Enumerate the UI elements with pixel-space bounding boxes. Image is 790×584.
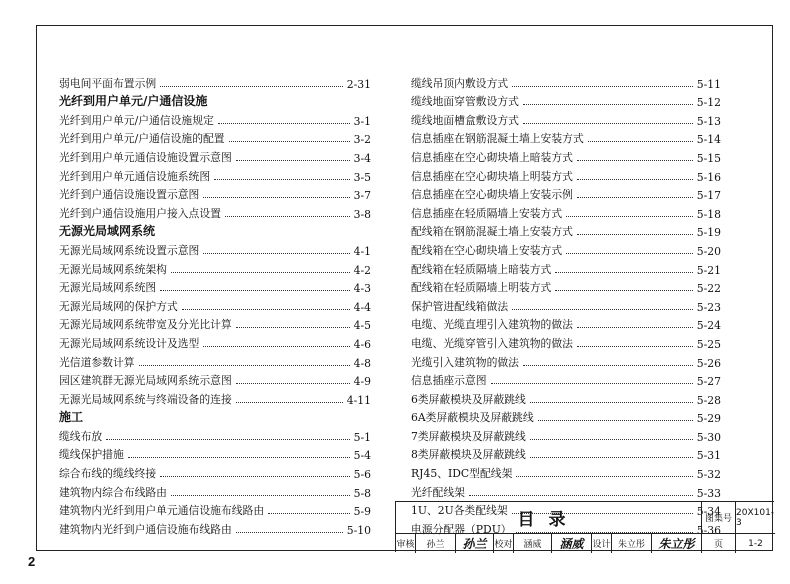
toc-entry-title: 信息插座在轻质隔墙上安装方式	[411, 206, 563, 220]
dot-leader	[523, 123, 693, 124]
toc-entry-page: 5-22	[696, 282, 721, 296]
check-name: 涵威	[514, 534, 552, 553]
toc-entry[interactable]	[59, 500, 371, 519]
toc-entry-page: 5-19	[696, 226, 721, 240]
dot-leader	[229, 141, 350, 142]
toc-entry-title: 6类屏蔽模块及屏蔽跳线	[411, 392, 526, 406]
dot-leader	[160, 290, 349, 291]
toc-entry[interactable]	[59, 239, 371, 258]
atlas-number: 20X101-3	[736, 502, 775, 534]
toc-entry[interactable]	[411, 407, 721, 426]
dot-leader	[203, 253, 349, 254]
title-block-page-number: 1-2	[748, 538, 763, 549]
toc-entry[interactable]	[59, 351, 371, 370]
toc-entry-page: 5-30	[696, 430, 721, 444]
toc-entry[interactable]	[411, 239, 721, 258]
toc-entry[interactable]	[59, 444, 371, 463]
toc-entry-page: 5-6	[353, 468, 371, 482]
toc-entry[interactable]	[411, 351, 721, 370]
toc-entry-page: 5-17	[696, 189, 721, 203]
dot-leader	[160, 86, 343, 87]
title-block	[395, 501, 774, 552]
atlas-number-label: 图集号	[702, 502, 736, 534]
toc-entry-page: 5-23	[696, 300, 721, 314]
drawing-frame	[36, 25, 773, 551]
toc-entry[interactable]	[59, 481, 371, 500]
toc-entry-title: 建筑物内综合布线路由	[59, 485, 167, 499]
toc-entry[interactable]	[411, 165, 721, 184]
dot-leader	[139, 365, 350, 366]
toc-entry-title: 信息插座在钢筋混凝土墙上安装方式	[411, 132, 584, 146]
toc-entry[interactable]	[411, 146, 721, 165]
toc-left-column	[59, 72, 371, 537]
toc-entry[interactable]	[59, 370, 371, 389]
toc-entry-title: 光纤到用户单元通信设施系统图	[59, 169, 211, 183]
toc-entry-page: 5-18	[696, 207, 721, 221]
toc-entry-page: 5-34	[696, 505, 721, 519]
title-block-title: 目录	[396, 502, 702, 534]
dot-leader	[203, 346, 349, 347]
toc-entry-title: 缆线地面穿管敷设方式	[411, 95, 519, 109]
toc-entry-title: 缆线保护措施	[59, 448, 124, 462]
design-name: 朱立彤	[612, 534, 652, 553]
toc-entry-title: 无源光局域网系统图	[59, 281, 157, 295]
toc-entry[interactable]	[411, 481, 721, 500]
dot-leader	[555, 290, 692, 291]
toc-entry-page: 4-9	[353, 375, 371, 389]
toc-entry-page: 3-7	[353, 189, 371, 203]
dot-leader	[236, 327, 350, 328]
toc-entry-title: 无源光局域网系统与终端设备的连接	[59, 392, 232, 406]
dot-leader	[218, 123, 350, 124]
toc-entry-page: 5-28	[696, 393, 721, 407]
section-heading: 施工	[59, 410, 84, 425]
toc-entry-title: RJ45、IDC型配线架	[411, 467, 513, 481]
dot-leader	[214, 179, 349, 180]
toc-entry[interactable]	[411, 72, 721, 91]
toc-entry-title: 无源光局域网系统设置示意图	[59, 243, 200, 257]
toc-entry[interactable]	[411, 444, 721, 463]
review-signature: 孙兰	[456, 534, 494, 553]
toc-entry-title: 7类屏蔽模块及屏蔽跳线	[411, 429, 526, 443]
toc-entry-title: 配线箱在轻质隔墙上暗装方式	[411, 262, 552, 276]
toc-entry-page: 5-10	[346, 523, 371, 537]
toc-entry-title: 无源光局域网的保护方式	[59, 299, 178, 313]
check-signature: 涵威	[552, 534, 592, 553]
toc-entry-title: 缆线吊顶内敷设方式	[411, 76, 509, 90]
toc-entry[interactable]	[411, 462, 721, 481]
design-signature: 朱立彤	[652, 534, 702, 553]
toc-entry-title: 6A类屏蔽模块及屏蔽跳线	[411, 411, 534, 425]
toc-entry[interactable]	[411, 388, 721, 407]
toc-entry-page: 4-5	[353, 319, 371, 333]
toc-entry-page: 5-15	[696, 151, 721, 165]
toc-entry-title: 光纤到用户单元/户通信设施的配置	[59, 132, 225, 146]
toc-entry-title: 光纤到用户单元/户通信设施规定	[59, 113, 214, 127]
toc-entry-title: 信息插座示意图	[411, 374, 487, 388]
dot-leader	[530, 439, 693, 440]
toc-entry[interactable]	[411, 184, 721, 203]
toc-entry[interactable]	[411, 221, 721, 240]
toc-entry-page: 3-5	[353, 170, 371, 184]
toc-entry-title: 1U、2U各类配线架	[411, 504, 508, 518]
toc-entry-page: 4-4	[353, 300, 371, 314]
toc-entry-title: 光纤到户通信设施用户接入点设置	[59, 206, 221, 220]
dot-leader	[171, 495, 350, 496]
dot-leader	[128, 457, 350, 458]
dot-leader	[538, 420, 693, 421]
toc-entry-page: 5-36	[696, 523, 721, 537]
dot-leader	[236, 402, 343, 403]
toc-entry-title: 电源分配器（PDU）	[411, 522, 512, 536]
toc-entry-title: 建筑物内光纤到用户单元通信设施布线路由	[59, 504, 265, 518]
toc-entry[interactable]	[411, 425, 721, 444]
toc-entry-title: 保护管进配线箱做法	[411, 299, 509, 313]
toc-entry[interactable]	[411, 277, 721, 296]
review-name: 孙兰	[416, 534, 456, 553]
section-heading: 光纤到用户单元/户通信设施	[59, 94, 208, 109]
toc-entry[interactable]	[59, 462, 371, 481]
dot-leader	[512, 86, 693, 87]
toc-entry[interactable]	[59, 258, 371, 277]
dot-leader	[555, 272, 692, 273]
dot-leader	[225, 216, 350, 217]
toc-entry[interactable]	[411, 91, 721, 110]
toc-entry-page: 2-31	[346, 77, 371, 91]
toc-entry[interactable]	[411, 202, 721, 221]
toc-entry-title: 光缆引入建筑物的做法	[411, 355, 519, 369]
toc-entry-title: 无源光局域网系统带宽及分光比计算	[59, 318, 232, 332]
toc-entry-page: 5-24	[696, 319, 721, 333]
section-heading: 无源光局域网系统	[59, 224, 156, 239]
toc-entry-title: 综合布线的缆线终接	[59, 467, 157, 481]
toc-entry-title: 配线箱在钢筋混凝土墙上安装方式	[411, 225, 573, 239]
dot-leader	[236, 532, 343, 533]
toc-right-column	[411, 72, 721, 537]
review-label: 审核	[396, 534, 416, 553]
dot-leader	[577, 346, 693, 347]
dot-leader	[491, 383, 693, 384]
toc-entry[interactable]	[59, 202, 371, 221]
dot-leader	[236, 383, 350, 384]
toc-entry-title: 8类屏蔽模块及屏蔽跳线	[411, 448, 526, 462]
toc-entry-page: 4-6	[353, 337, 371, 351]
toc-entry-title: 缆线地面槽盒敷设方式	[411, 113, 519, 127]
page-label: 页	[702, 534, 736, 553]
toc-entry-title: 光纤到用户单元通信设施设置示意图	[59, 150, 232, 164]
toc-entry-page: 5-21	[696, 263, 721, 277]
toc-entry-page: 3-2	[353, 133, 371, 147]
dot-leader	[523, 365, 693, 366]
dot-leader	[566, 216, 693, 217]
toc-entry-page: 5-14	[696, 133, 721, 147]
toc-entry[interactable]	[59, 109, 371, 128]
toc-entry[interactable]	[411, 258, 721, 277]
toc-entry-title: 信息插座在空心砌块墙上明装方式	[411, 169, 573, 183]
toc-entry-page: 5-29	[696, 412, 721, 426]
toc-entry-page: 5-25	[696, 337, 721, 351]
toc-entry[interactable]	[59, 314, 371, 333]
toc-entry-page: 5-8	[353, 486, 371, 500]
toc-entry[interactable]	[59, 72, 371, 91]
toc-entry-title: 电缆、光缆直埋引入建筑物的做法	[411, 318, 573, 332]
toc-entry-title: 配线箱在空心砌块墙上安装方式	[411, 243, 563, 257]
dot-leader	[236, 160, 350, 161]
toc-entry-page: 5-9	[353, 505, 371, 519]
dot-leader	[512, 309, 693, 310]
check-label: 校对	[494, 534, 514, 553]
dot-leader	[160, 476, 349, 477]
toc-entry-page: 5-26	[696, 356, 721, 370]
toc-entry-page: 5-32	[696, 468, 721, 482]
dot-leader	[106, 439, 349, 440]
toc-entry[interactable]	[59, 165, 371, 184]
toc-entry-page: 3-1	[353, 114, 371, 128]
dot-leader	[268, 513, 349, 514]
toc-entry-page: 5-4	[353, 449, 371, 463]
toc-entry-title: 建筑物内光纤到户通信设施布线路由	[59, 522, 232, 536]
toc-entry[interactable]	[59, 128, 371, 147]
dot-leader	[182, 309, 350, 310]
toc-entry[interactable]	[411, 314, 721, 333]
toc-entry-page: 4-8	[353, 356, 371, 370]
toc-entry-page: 3-4	[353, 151, 371, 165]
toc-entry[interactable]	[59, 146, 371, 165]
toc-entry-page: 5-27	[696, 375, 721, 389]
toc-entry-title: 园区建筑群无源光局域网系统示意图	[59, 374, 232, 388]
toc-entry-page: 5-13	[696, 114, 721, 128]
toc-entry[interactable]	[411, 370, 721, 389]
toc-entry[interactable]	[59, 425, 371, 444]
toc-entry-page: 5-12	[696, 96, 721, 110]
toc-entry-page: 4-3	[353, 282, 371, 296]
toc-entry-page: 5-33	[696, 486, 721, 500]
design-label: 设计	[592, 534, 612, 553]
toc-entry[interactable]	[411, 295, 721, 314]
toc-entry-title: 弱电间平面布置示例	[59, 76, 157, 90]
dot-leader	[203, 197, 349, 198]
dot-leader	[566, 253, 693, 254]
toc-entry[interactable]	[59, 184, 371, 203]
dot-leader	[523, 104, 693, 105]
dot-leader	[469, 495, 693, 496]
toc-entry-page: 5-1	[353, 430, 371, 444]
dot-leader	[530, 402, 693, 403]
toc-entry[interactable]	[59, 518, 371, 537]
dot-leader	[577, 160, 693, 161]
page-number: 2	[28, 554, 36, 569]
toc-entry[interactable]	[411, 332, 721, 351]
toc-entry-title: 无源光局域网系统架构	[59, 262, 167, 276]
toc-entry[interactable]	[59, 332, 371, 351]
toc-entry-title: 光纤到户通信设施设置示意图	[59, 188, 200, 202]
toc-entry-title: 电缆、光缆穿管引入建筑物的做法	[411, 336, 573, 350]
toc-entry[interactable]	[59, 295, 371, 314]
dot-leader	[577, 234, 693, 235]
toc-entry-page: 4-1	[353, 244, 371, 258]
toc-entry-title: 光信道参数计算	[59, 355, 135, 369]
toc-entry-title: 缆线布放	[59, 429, 103, 443]
toc-entry[interactable]	[411, 128, 721, 147]
dot-leader	[171, 272, 350, 273]
dot-leader	[530, 457, 693, 458]
toc-entry-page: 5-16	[696, 170, 721, 184]
dot-leader	[577, 327, 693, 328]
dot-leader	[577, 179, 693, 180]
toc-entry-page: 5-20	[696, 244, 721, 258]
toc-entry-page: 3-8	[353, 207, 371, 221]
toc-entry-page: 4-11	[346, 393, 371, 407]
toc-entry-page: 5-11	[696, 77, 721, 91]
toc-entry[interactable]	[59, 277, 371, 296]
toc-entry-page: 5-31	[696, 449, 721, 463]
dot-leader	[516, 476, 692, 477]
toc-entry-title: 信息插座在空心砌块墙上暗装方式	[411, 150, 573, 164]
toc-entry[interactable]	[411, 109, 721, 128]
toc-entry-title: 光纤配线架	[411, 485, 465, 499]
toc-entry-page: 4-2	[353, 263, 371, 277]
dot-leader	[577, 197, 693, 198]
toc-entry-title: 信息插座在空心砌块墙上安装示例	[411, 188, 573, 202]
dot-leader	[588, 141, 693, 142]
toc-entry-title: 无源光局域网系统设计及选型	[59, 336, 200, 350]
toc-entry[interactable]	[59, 388, 371, 407]
toc-entry-title: 配线箱在轻质隔墙上明装方式	[411, 281, 552, 295]
